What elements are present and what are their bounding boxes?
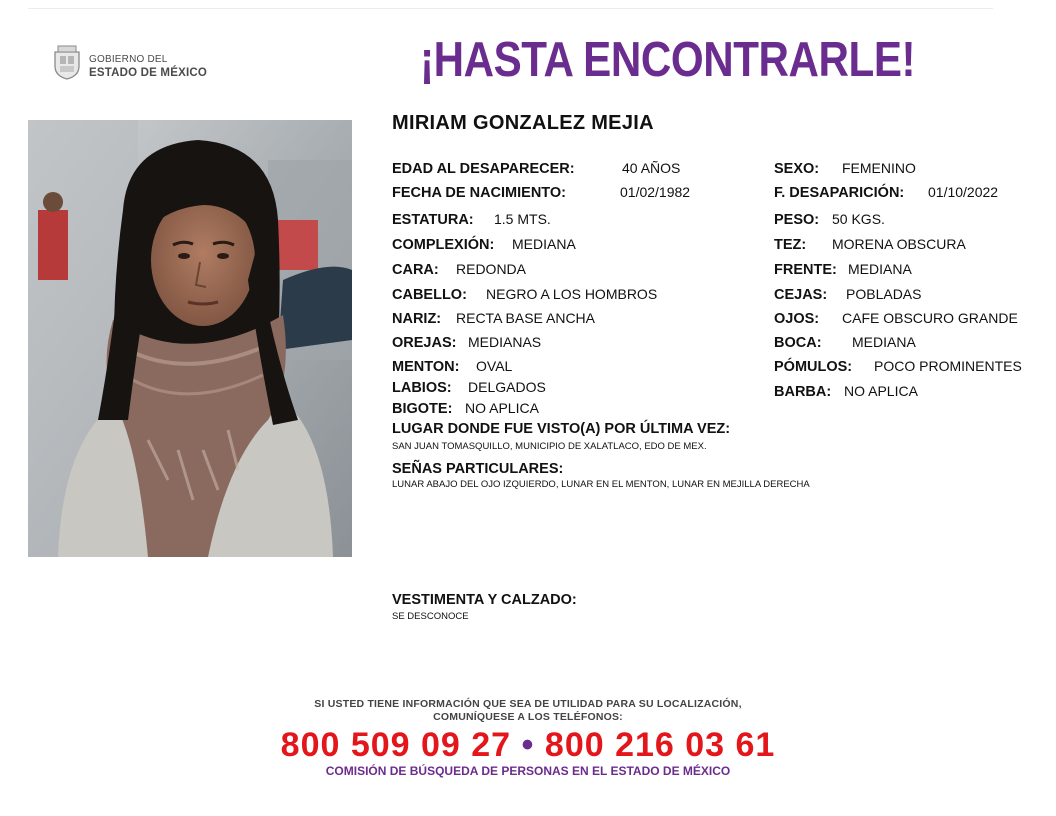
field-label: BOCA: (774, 335, 822, 351)
phone-number-1[interactable]: 800 509 09 27 (280, 726, 512, 764)
field-label: MENTON: (392, 359, 460, 375)
field-estatura (392, 211, 551, 228)
field-label: PÓMULOS: (774, 359, 853, 375)
field-peso (774, 211, 885, 228)
field-value: 50 KGS. (832, 211, 885, 227)
last-seen-label: LUGAR DONDE FUE VISTO(A) POR ÚLTIMA VEZ: (392, 421, 731, 437)
state-seal-icon (52, 44, 82, 80)
field-fecha-nacimiento (392, 184, 691, 201)
field-ojos (774, 310, 1018, 327)
field-value: MEDIANA (848, 261, 912, 277)
headline: ¡HASTA ENCONTRARLE! (420, 33, 916, 87)
field-tez (774, 236, 966, 253)
field-label: ESTATURA: (392, 212, 474, 228)
field-label: BIGOTE: (392, 401, 453, 417)
field-value: POCO PROMINENTES (874, 358, 1022, 374)
field-value: 1.5 MTS. (494, 211, 551, 227)
logo-line-2: ESTADO DE MÉXICO (89, 67, 207, 79)
field-complexion (392, 236, 576, 253)
field-label: TEZ: (774, 237, 807, 253)
field-sexo (774, 160, 916, 177)
clothing-label: VESTIMENTA Y CALZADO: (392, 592, 577, 608)
field-label: BARBA: (774, 384, 832, 400)
field-label: PESO: (774, 212, 820, 228)
field-label: SEXO: (774, 161, 820, 177)
contact-note-line-2: COMUNÍQUESE A LOS TELÉFONOS: (433, 711, 623, 723)
field-label: NARIZ: (392, 311, 442, 327)
clothing-value: SE DESCONOCE (392, 611, 469, 622)
field-value: REDONDA (456, 261, 527, 277)
field-value: FEMENINO (842, 160, 916, 176)
field-label: CARA: (392, 262, 439, 278)
field-cejas (774, 286, 922, 303)
logo-line-1: GOBIERNO DEL (89, 54, 168, 65)
field-value: MEDIANA (852, 334, 916, 350)
phone-number-2[interactable]: 800 216 03 61 (544, 726, 776, 764)
field-label: OJOS: (774, 311, 820, 327)
contact-note-line-1: SI USTED TIENE INFORMACIÓN QUE SEA DE UTILIDAD PARA SU LOCALIZACIÓN, (314, 698, 742, 710)
person-name: MIRIAM GONZALEZ MEJIA (392, 112, 654, 134)
commission-name: COMISIÓN DE BÚSQUEDA DE PERSONAS EN EL ESTADO DE MÉXICO (325, 764, 731, 778)
top-divider (28, 8, 993, 9)
field-value: MEDIANA (512, 236, 576, 252)
field-bigote (392, 400, 539, 417)
last-seen-value: SAN JUAN TOMASQUILLO, MUNICIPIO DE XALATLACO, EDO DE MEX. (392, 441, 707, 452)
field-label: OREJAS: (392, 335, 457, 351)
field-value: NO APLICA (465, 400, 539, 416)
field-value: RECTA BASE ANCHA (456, 310, 596, 326)
field-value: MORENA OBSCURA (832, 236, 966, 252)
field-fecha-desaparicion (774, 184, 999, 201)
marks-label: SEÑAS PARTICULARES: (392, 461, 564, 477)
field-value: NEGRO A LOS HOMBROS (486, 286, 658, 302)
marks-value: LUNAR ABAJO DEL OJO IZQUIERDO, LUNAR EN EL MENTON, LUNAR EN MEJILLA DERECHA (392, 479, 810, 490)
field-cabello (392, 286, 658, 303)
field-value: POBLADAS (846, 286, 922, 302)
field-menton (392, 358, 513, 375)
government-logo (52, 44, 252, 84)
field-orejas (392, 334, 542, 351)
field-value: 01/02/1982 (620, 184, 691, 200)
field-pomulos (774, 358, 1022, 375)
field-label: EDAD AL DESAPARECER: (392, 161, 575, 177)
field-value: NO APLICA (844, 383, 918, 399)
field-label: LABIOS: (392, 380, 452, 396)
field-value: 40 AÑOS (622, 160, 681, 176)
field-nariz (392, 310, 596, 327)
field-value: MEDIANAS (468, 334, 542, 350)
field-label: FRENTE: (774, 262, 837, 278)
bullet-separator: • (521, 726, 535, 764)
missing-person-photo (28, 120, 352, 557)
field-boca (774, 334, 916, 351)
field-barba (774, 383, 918, 400)
field-frente (774, 261, 912, 278)
phone-numbers (0, 726, 1056, 765)
field-value: CAFE OBSCURO GRANDE (842, 310, 1018, 326)
field-label: F. DESAPARICIÓN: (774, 185, 905, 201)
field-labios (392, 379, 546, 396)
field-label: CABELLO: (392, 287, 467, 303)
field-edad (392, 160, 681, 177)
field-cara (392, 261, 527, 278)
field-label: CEJAS: (774, 287, 828, 303)
field-value: OVAL (476, 358, 513, 374)
field-value: DELGADOS (468, 379, 546, 395)
field-label: COMPLEXIÓN: (392, 237, 495, 253)
field-value: 01/10/2022 (928, 184, 999, 200)
field-label: FECHA DE NACIMIENTO: (392, 185, 566, 201)
